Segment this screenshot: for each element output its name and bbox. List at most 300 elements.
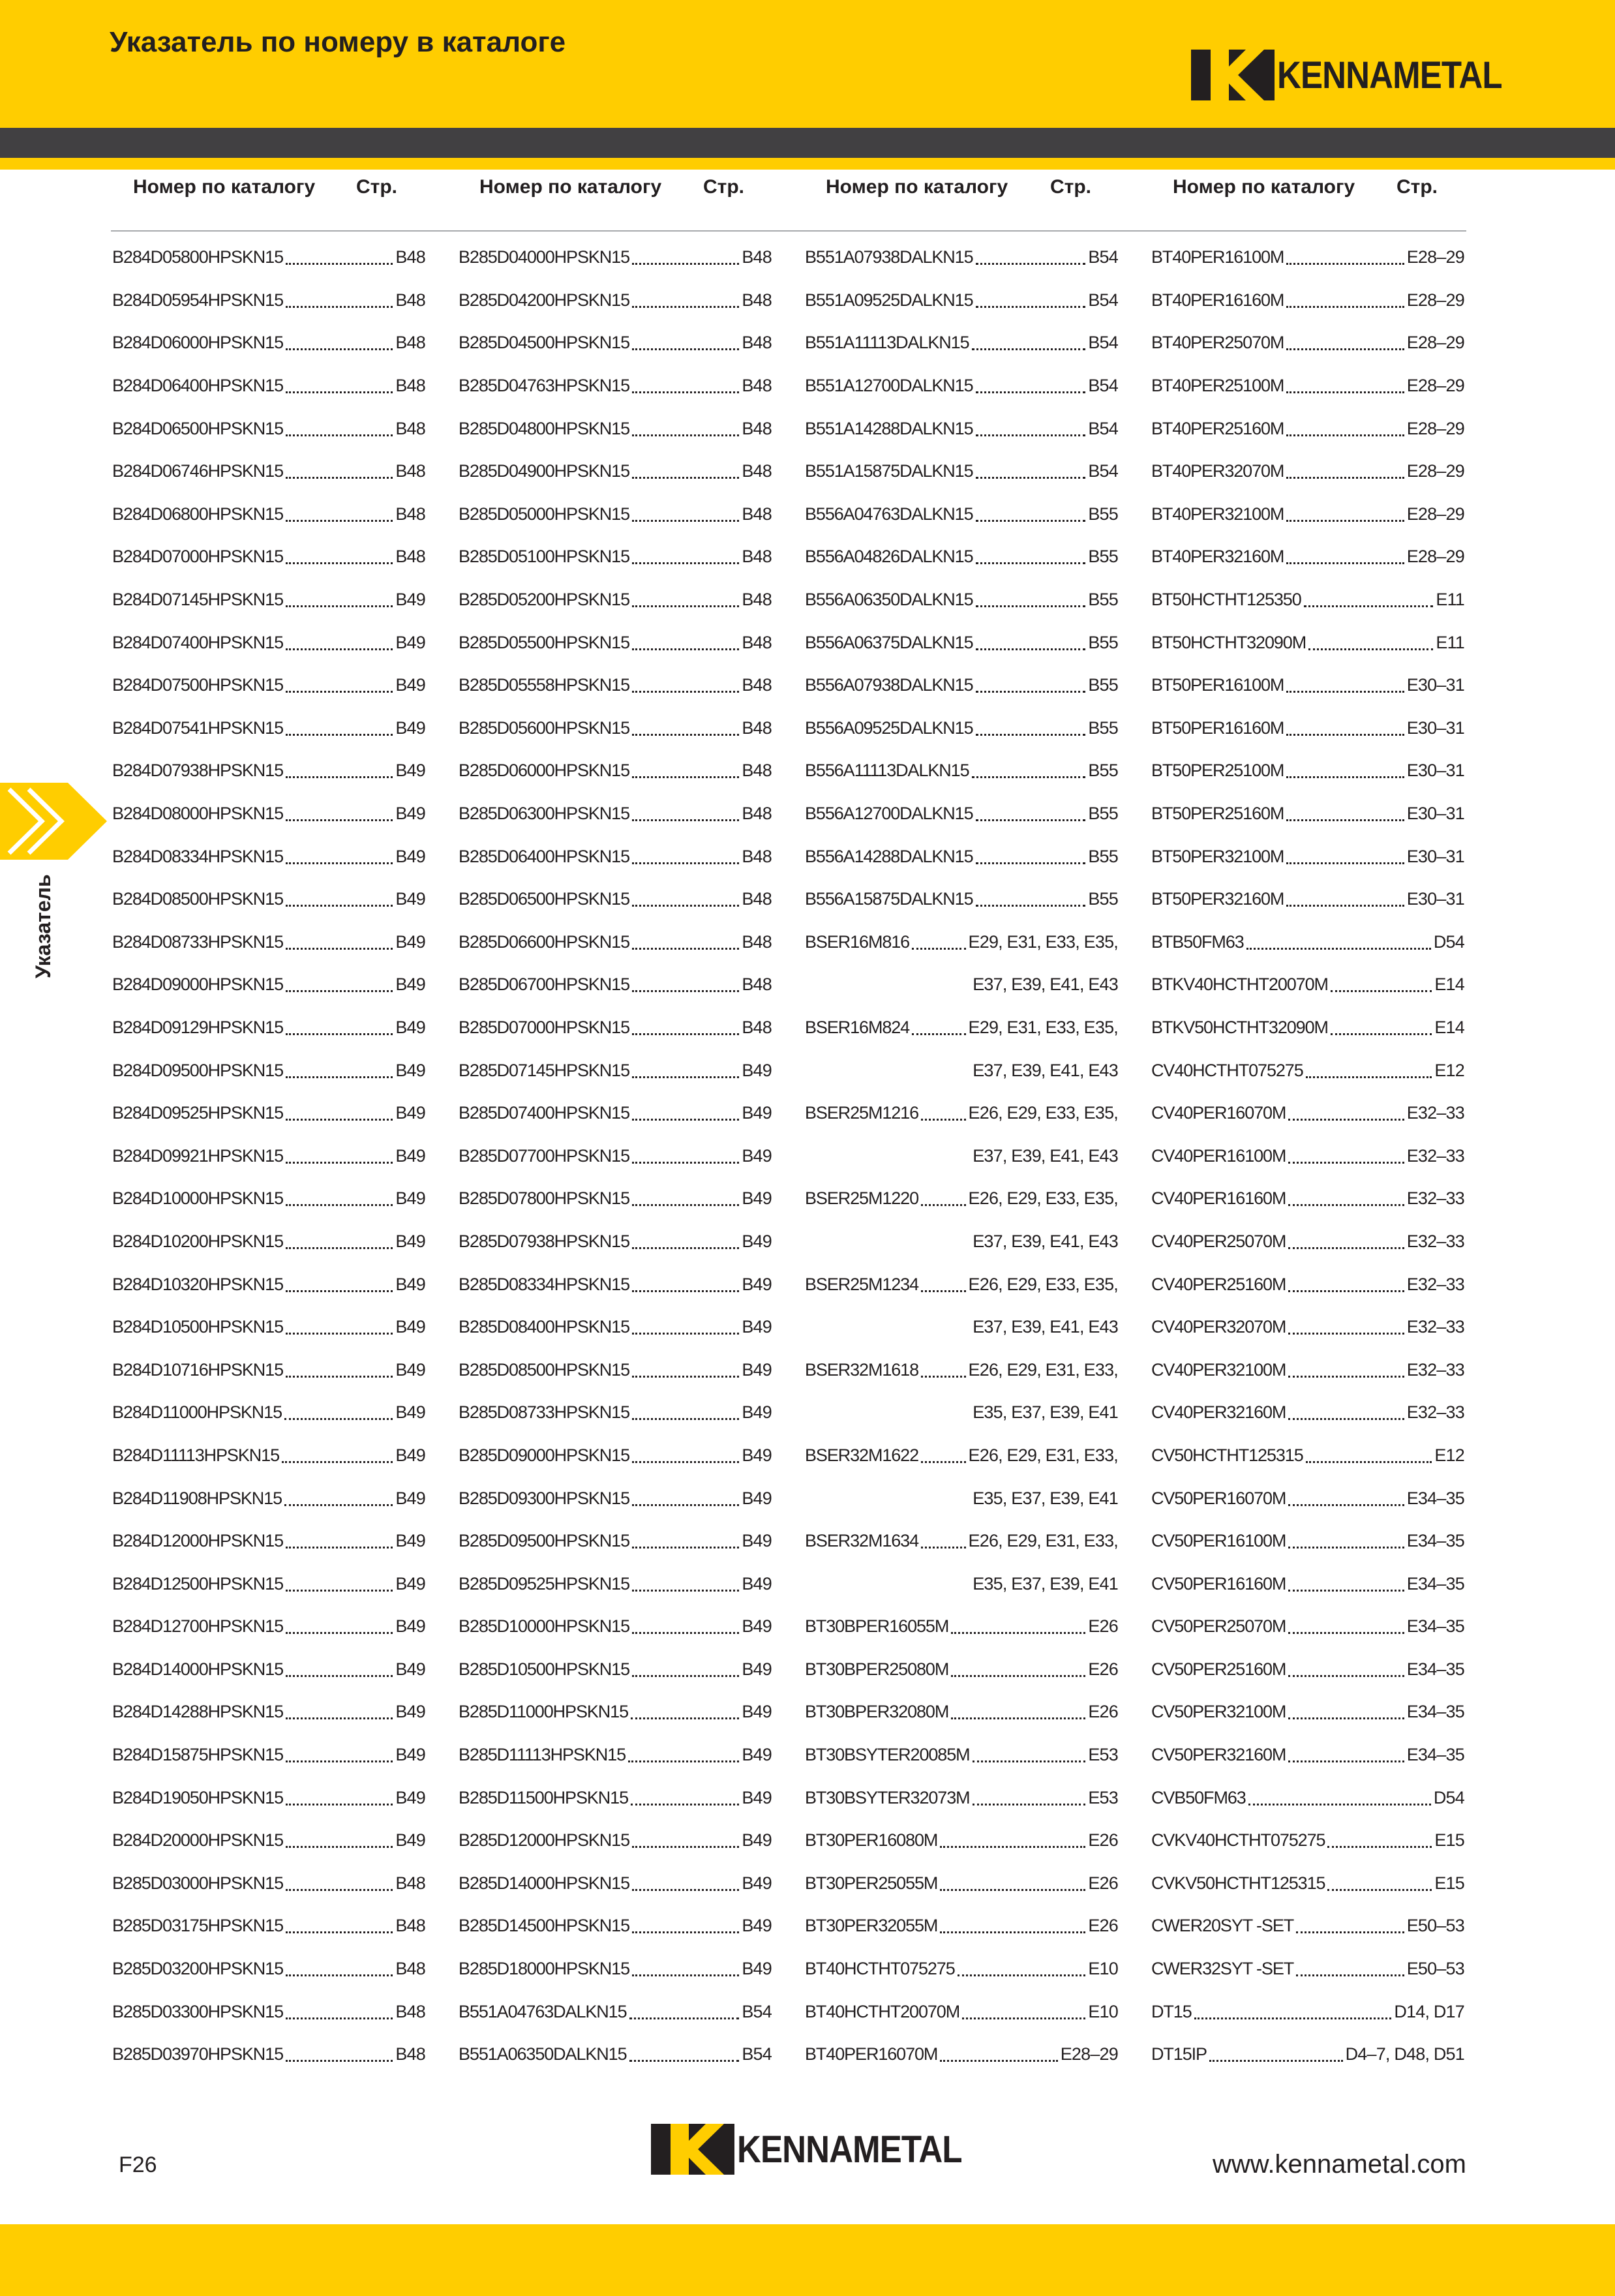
catalog-number: B285D06000HPSKN15 (459, 761, 629, 781)
catalog-number: B284D07000HPSKN15 (112, 547, 283, 567)
dot-leader (940, 1889, 1085, 1891)
index-entry (805, 707, 1118, 750)
page-reference: B55 (1088, 547, 1118, 567)
page-reference: E30–31 (1406, 846, 1464, 866)
index-entry (459, 407, 772, 450)
index-entry (1151, 407, 1464, 450)
catalog-number: B285D11113HPSKN15 (459, 1745, 626, 1765)
dot-leader (286, 819, 393, 821)
page-reference: E37, E39, E41, E43 (973, 1145, 1118, 1166)
index-entry (112, 236, 425, 279)
catalog-number: CVKV40HCTHT075275 (1151, 1830, 1325, 1850)
index-entry (112, 793, 425, 836)
index-entry (112, 1134, 425, 1177)
index-entry (1151, 1092, 1464, 1135)
website-link[interactable]: www.kennametal.com (1212, 2150, 1466, 2179)
dot-leader (976, 263, 1086, 265)
catalog-number: B285D10500HPSKN15 (459, 1659, 629, 1679)
dot-leader (632, 1590, 739, 1592)
dot-leader (286, 1931, 393, 1933)
catalog-number: B285D04000HPSKN15 (459, 247, 629, 267)
catalog-number: B285D10000HPSKN15 (459, 1616, 629, 1637)
dot-leader (286, 1247, 393, 1249)
index-entry (1151, 1348, 1464, 1391)
catalog-number: CV50PER16160M (1151, 1573, 1286, 1594)
page-reference: E26 (1088, 1702, 1118, 1722)
catalog-number: B285D05000HPSKN15 (459, 504, 629, 524)
dot-leader (286, 691, 393, 693)
dot-leader (632, 1076, 739, 1078)
dot-leader (632, 734, 739, 736)
index-entry (459, 835, 772, 878)
index-entry (805, 322, 1118, 365)
catalog-number: B284D08334HPSKN15 (112, 846, 283, 866)
catalog-number: BT30PER25055M (805, 1873, 938, 1893)
page-reference: B49 (742, 1060, 772, 1080)
dot-leader (286, 905, 393, 907)
index-entry (112, 1391, 425, 1434)
catalog-number: B551A06350DALKN15 (459, 2044, 627, 2064)
catalog-number: B284D11113HPSKN15 (112, 1445, 279, 1465)
dot-leader (286, 477, 393, 479)
catalog-number: B284D15875HPSKN15 (112, 1745, 283, 1765)
page-reference: E32–33 (1406, 1402, 1464, 1423)
catalog-number: B551A11113DALKN15 (805, 333, 969, 353)
page-reference: E30–31 (1406, 675, 1464, 695)
page-reference: B48 (742, 247, 772, 267)
chevron-right-icon (0, 783, 107, 860)
dot-leader (976, 605, 1086, 607)
page-reference: B55 (1088, 632, 1118, 652)
catalog-number: BT30BSYTER20085M (805, 1745, 970, 1765)
index-entry (459, 1092, 772, 1135)
dot-leader (632, 1846, 739, 1848)
catalog-number: B285D05100HPSKN15 (459, 547, 629, 567)
catalog-number: B284D09921HPSKN15 (112, 1145, 283, 1166)
header-page: Стр. (1396, 176, 1438, 198)
catalog-number: BT40PER25100M (1151, 376, 1284, 396)
page-reference: B49 (742, 1488, 772, 1508)
page-reference: B49 (395, 675, 425, 695)
catalog-number: B285D06600HPSKN15 (459, 931, 629, 952)
catalog-number: B285D06400HPSKN15 (459, 846, 629, 866)
page-reference: B48 (395, 547, 425, 567)
index-entry (112, 322, 425, 365)
index-column-1 (112, 236, 425, 2076)
catalog-number: B285D11000HPSKN15 (459, 1702, 628, 1722)
header-page: Стр. (356, 176, 398, 198)
index-entry (112, 749, 425, 793)
page-reference: E35, E37, E39, E41 (973, 1573, 1118, 1594)
page-reference: B48 (742, 590, 772, 610)
index-entry (459, 236, 772, 279)
page-reference: B49 (395, 1359, 425, 1380)
catalog-number: B285D07800HPSKN15 (459, 1188, 629, 1209)
page-reference: E10 (1088, 2001, 1118, 2021)
index-entry (459, 1434, 772, 1477)
dot-leader (1286, 819, 1404, 821)
page-reference: B48 (742, 461, 772, 481)
page-reference: B54 (742, 2044, 772, 2064)
index-entry (112, 579, 425, 622)
index-entry (459, 279, 772, 322)
page-reference: E28–29 (1406, 247, 1464, 267)
page-reference: E50–53 (1406, 1959, 1464, 1979)
catalog-number: CV40PER25160M (1151, 1274, 1286, 1294)
catalog-number: BTKV50HCTHT32090M (1151, 1017, 1328, 1037)
dot-leader (976, 562, 1086, 564)
dot-leader (286, 391, 393, 393)
index-entry (459, 1049, 772, 1092)
page-reference: B55 (1088, 675, 1118, 695)
index-entry (1151, 1605, 1464, 1648)
index-entry (805, 1391, 1118, 1434)
catalog-number: CV50PER32160M (1151, 1745, 1286, 1765)
page-reference: E34–35 (1406, 1659, 1464, 1679)
catalog-number: BT40PER32100M (1151, 504, 1284, 524)
index-entry (805, 1477, 1118, 1520)
catalog-number: B285D12000HPSKN15 (459, 1830, 629, 1850)
index-entry (112, 878, 425, 921)
index-entry (112, 921, 425, 964)
index-entry (112, 1648, 425, 1691)
index-entry (112, 1434, 425, 1477)
header-catalog-number: Номер по каталогу (479, 176, 662, 198)
catalog-number: CV50PER16070M (1151, 1488, 1286, 1508)
catalog-number: B556A14288DALKN15 (805, 846, 973, 866)
dot-leader (286, 1076, 393, 1078)
page-reference: B54 (1088, 461, 1118, 481)
index-column-2 (459, 236, 772, 2076)
page-reference: E26, E29, E31, E33, (968, 1531, 1118, 1551)
page-reference: B48 (395, 1959, 425, 1979)
page-reference: B48 (395, 2001, 425, 2021)
dot-leader (976, 819, 1086, 821)
dot-leader (976, 691, 1086, 693)
dot-leader (629, 2060, 740, 2062)
page-reference: E32–33 (1406, 1188, 1464, 1209)
dot-leader (951, 1717, 1085, 1719)
dot-leader (1331, 990, 1432, 992)
dot-leader (940, 1846, 1085, 1848)
page-number: F26 (119, 2152, 157, 2177)
index-entry (805, 1691, 1118, 1734)
index-entry (459, 1391, 772, 1434)
index-entry (1151, 579, 1464, 622)
catalog-number: B284D05800HPSKN15 (112, 247, 283, 267)
index-entry (1151, 1220, 1464, 1263)
index-entry (112, 707, 425, 750)
index-entry (112, 835, 425, 878)
index-entry (459, 749, 772, 793)
page-reference: B48 (395, 504, 425, 524)
page-reference: B48 (742, 761, 772, 781)
page-reference: E37, E39, E41, E43 (973, 1060, 1118, 1080)
page-reference: D14, D17 (1394, 2001, 1464, 2021)
dot-leader (286, 562, 393, 564)
index-entry (1151, 921, 1464, 964)
catalog-number: B284D20000HPSKN15 (112, 1830, 283, 1850)
catalog-number: B285D04200HPSKN15 (459, 290, 629, 310)
dot-leader (1288, 1418, 1404, 1420)
dot-leader (976, 306, 1086, 308)
page-reference: B48 (742, 718, 772, 738)
dot-leader (1288, 1376, 1404, 1378)
catalog-number: CV40PER16070M (1151, 1103, 1286, 1123)
catalog-number: BSER25M1220 (805, 1188, 919, 1209)
catalog-number: BSER16M816 (805, 931, 910, 952)
index-entry (805, 1306, 1118, 1349)
catalog-number: CV40PER16100M (1151, 1145, 1286, 1166)
dot-leader (976, 434, 1086, 436)
page-reference: E28–29 (1406, 418, 1464, 438)
catalog-number: B285D03970HPSKN15 (112, 2044, 283, 2064)
dot-leader (940, 1931, 1085, 1933)
index-entry (459, 1734, 772, 1777)
page-reference: B49 (395, 761, 425, 781)
index-entry (805, 749, 1118, 793)
index-entry (1151, 493, 1464, 536)
catalog-number: B285D14000HPSKN15 (459, 1873, 629, 1893)
dot-leader (1288, 1590, 1404, 1592)
page-reference: E26, E29, E31, E33, (968, 1445, 1118, 1465)
catalog-number: B284D07145HPSKN15 (112, 590, 283, 610)
index-entry (459, 963, 772, 1006)
catalog-number: B551A12700DALKN15 (805, 376, 973, 396)
dot-leader (1288, 1204, 1404, 1206)
index-entry (459, 878, 772, 921)
catalog-number: B556A15875DALKN15 (805, 889, 973, 909)
page-reference: B49 (395, 1317, 425, 1337)
page-reference: E29, E31, E33, E35, (968, 1017, 1118, 1037)
dot-leader (286, 1333, 393, 1335)
index-entry (805, 1348, 1118, 1391)
dot-leader (1288, 1547, 1404, 1548)
dot-leader (632, 905, 739, 907)
index-entry (459, 1220, 772, 1263)
catalog-number: B551A14288DALKN15 (805, 418, 973, 438)
page-reference: B49 (395, 1188, 425, 1209)
page-reference: E53 (1088, 1745, 1118, 1765)
page-reference: E28–29 (1406, 461, 1464, 481)
page-reference: B49 (742, 1787, 772, 1807)
index-entry (805, 1648, 1118, 1691)
catalog-number: BT50HCTHT125350 (1151, 590, 1301, 610)
index-entry (112, 1734, 425, 1777)
catalog-number: BT40PER16160M (1151, 290, 1284, 310)
page-reference: B48 (742, 1017, 772, 1037)
dot-leader (976, 477, 1086, 479)
dot-leader (632, 348, 739, 350)
catalog-number: BT50PER16100M (1151, 675, 1284, 695)
dot-leader (976, 520, 1086, 522)
index-entry (805, 365, 1118, 408)
dot-leader (286, 734, 393, 736)
page-reference: B48 (742, 418, 772, 438)
index-entry (1151, 963, 1464, 1006)
dot-leader (1306, 1076, 1432, 1078)
dot-leader (1288, 1760, 1404, 1762)
index-entry (1151, 1819, 1464, 1862)
index-entry (1151, 1477, 1464, 1520)
catalog-number: B284D06000HPSKN15 (112, 333, 283, 353)
index-entry (459, 450, 772, 493)
dot-leader (284, 1504, 393, 1506)
index-entry (459, 1177, 772, 1220)
dot-leader (1288, 1675, 1404, 1677)
page-reference: E28–29 (1406, 547, 1464, 567)
dot-leader (632, 1974, 739, 1976)
dot-leader (940, 2060, 1057, 2062)
page-reference: B48 (742, 804, 772, 824)
dot-leader (286, 348, 393, 350)
dot-leader (1286, 862, 1404, 864)
index-entry (1151, 1006, 1464, 1050)
dot-leader (1286, 306, 1404, 308)
page-reference: E35, E37, E39, E41 (973, 1402, 1118, 1423)
page-reference: E34–35 (1406, 1745, 1464, 1765)
dot-leader (632, 1675, 739, 1677)
index-column-3 (805, 236, 1118, 2076)
page-reference: B48 (742, 931, 772, 952)
index-entry (1151, 1948, 1464, 1991)
catalog-number: CWER20SYT -SET (1151, 1916, 1294, 1936)
index-entry (112, 1177, 425, 1220)
catalog-number: BT50PER25100M (1151, 761, 1284, 781)
index-entry (805, 921, 1118, 964)
index-entry (805, 279, 1118, 322)
catalog-number: B284D12700HPSKN15 (112, 1616, 283, 1637)
catalog-number: B284D12000HPSKN15 (112, 1531, 283, 1551)
side-tab-label: Указатель (31, 874, 55, 978)
index-entry (459, 1605, 772, 1648)
dot-leader (632, 1247, 739, 1249)
index-entry (112, 1520, 425, 1563)
dot-leader (284, 1418, 393, 1420)
page-reference: B49 (395, 718, 425, 738)
index-entry (459, 621, 772, 664)
dot-leader (976, 862, 1086, 864)
dot-leader (1286, 691, 1404, 693)
index-entry (805, 450, 1118, 493)
page-reference: E30–31 (1406, 761, 1464, 781)
page-reference: B49 (395, 1017, 425, 1037)
catalog-number: B556A12700DALKN15 (805, 804, 973, 824)
page-reference: E30–31 (1406, 889, 1464, 909)
index-entry (805, 407, 1118, 450)
dot-leader (973, 1760, 1086, 1762)
dot-leader (286, 1376, 393, 1378)
catalog-number: B284D10320HPSKN15 (112, 1274, 283, 1294)
index-entry (459, 2033, 772, 2076)
page-reference: B48 (395, 290, 425, 310)
catalog-number: B284D09525HPSKN15 (112, 1103, 283, 1123)
catalog-number: BT50PER32100M (1151, 846, 1284, 866)
index-entry (1151, 749, 1464, 793)
dot-leader (1288, 1333, 1404, 1335)
page-reference: B49 (395, 1787, 425, 1807)
catalog-number: B284D14000HPSKN15 (112, 1659, 283, 1679)
header-yellow-stripe (0, 158, 1615, 170)
page-reference: B49 (395, 846, 425, 866)
catalog-number: BT40HCTHT20070M (805, 2001, 960, 2021)
dot-leader (962, 2017, 1085, 2019)
dot-leader (921, 1119, 966, 1121)
dot-leader (632, 948, 739, 950)
index-entry (459, 1948, 772, 1991)
page-reference: B49 (395, 1830, 425, 1850)
header-rule (111, 230, 1466, 232)
dot-leader (1288, 1290, 1404, 1292)
dot-leader (286, 520, 393, 522)
dot-leader (1288, 1119, 1404, 1121)
page-reference: B49 (742, 1830, 772, 1850)
dot-leader (632, 434, 739, 436)
index-entry (805, 1220, 1118, 1263)
index-entry (112, 1948, 425, 1991)
index-entry (1151, 707, 1464, 750)
catalog-number: BSER32M1618 (805, 1359, 919, 1380)
index-entry (805, 2033, 1118, 2076)
page-reference: E28–29 (1406, 504, 1464, 524)
index-entry (459, 1905, 772, 1948)
header-catalog-number: Номер по каталогу (133, 176, 316, 198)
page-reference: B55 (1088, 846, 1118, 866)
dot-leader (286, 1590, 393, 1592)
page-reference: B48 (395, 2044, 425, 2064)
page-reference: B48 (395, 333, 425, 353)
dot-leader (286, 1760, 393, 1762)
catalog-number: BT40PER16100M (1151, 247, 1284, 267)
page-reference: B54 (1088, 247, 1118, 267)
catalog-number: BT30BPER32080M (805, 1702, 949, 1722)
index-entry (459, 793, 772, 836)
page-reference: E11 (1436, 632, 1464, 652)
dot-leader (1209, 2060, 1343, 2062)
catalog-number: B284D19050HPSKN15 (112, 1787, 283, 1807)
page-reference: E28–29 (1406, 290, 1464, 310)
dot-leader (1286, 905, 1404, 907)
catalog-number: BT40PER25160M (1151, 418, 1284, 438)
catalog-number: B556A04763DALKN15 (805, 504, 973, 524)
index-entry (805, 1049, 1118, 1092)
dot-leader (1248, 1804, 1431, 1805)
catalog-number: B284D11000HPSKN15 (112, 1402, 282, 1423)
catalog-number: B551A07938DALKN15 (805, 247, 973, 267)
dot-leader (631, 1804, 739, 1805)
dot-leader (632, 477, 739, 479)
index-entry (805, 1434, 1118, 1477)
page-reference: D54 (1433, 931, 1464, 952)
index-column-4 (1151, 236, 1464, 2076)
page-reference: E29, E31, E33, E35, (968, 931, 1118, 952)
index-entry (1151, 450, 1464, 493)
page-reference: E26, E29, E33, E35, (968, 1103, 1118, 1123)
page-reference: B55 (1088, 718, 1118, 738)
catalog-number: CVKV50HCTHT125315 (1151, 1873, 1325, 1893)
catalog-number: B284D14288HPSKN15 (112, 1702, 283, 1722)
dot-leader (282, 1461, 393, 1463)
page-reference: B49 (742, 1274, 772, 1294)
catalog-number: B556A06375DALKN15 (805, 632, 973, 652)
index-entry (112, 536, 425, 579)
catalog-number: B285D03175HPSKN15 (112, 1916, 283, 1936)
dot-leader (1286, 520, 1404, 522)
catalog-number: B284D08500HPSKN15 (112, 889, 283, 909)
dot-leader (1304, 605, 1434, 607)
index-entry (805, 963, 1118, 1006)
page-reference: B49 (742, 1873, 772, 1893)
